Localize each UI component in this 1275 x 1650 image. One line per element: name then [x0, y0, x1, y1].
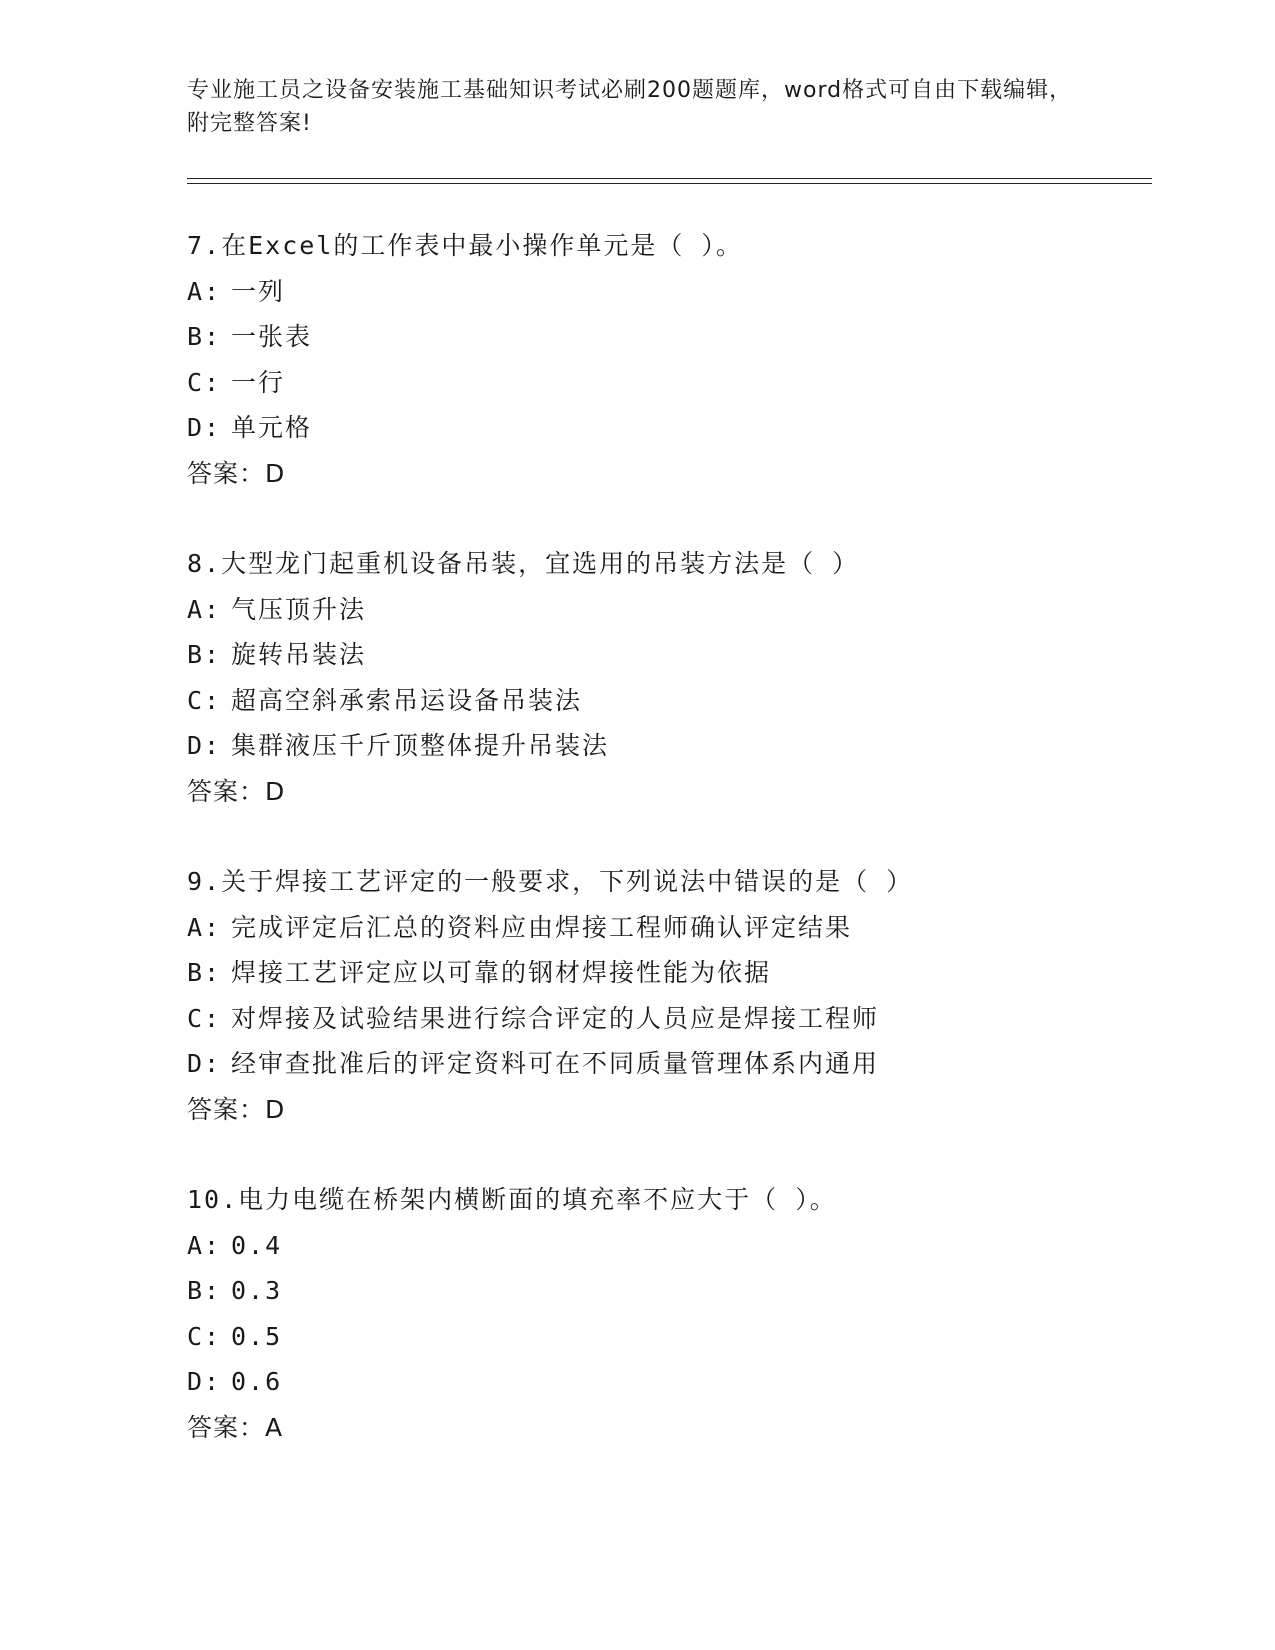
option-text: 0.4 — [231, 1230, 283, 1260]
option-c — [187, 360, 1167, 406]
option-text: 对焊接及试验结果进行综合评定的人员应是焊接工程师 — [231, 1003, 880, 1033]
option-d — [187, 1041, 1167, 1087]
option-c — [187, 678, 1167, 724]
question-text: 10.电力电缆在桥架内横断面的填充率不应大于（ ）。 — [187, 1185, 837, 1214]
option-letter: B: — [187, 1276, 222, 1305]
option-letter: C: — [187, 367, 222, 397]
option-d — [187, 723, 1167, 769]
option-letter: A: — [187, 594, 222, 624]
option-text: 一张表 — [231, 322, 313, 351]
question-text: 9.关于焊接工艺评定的一般要求，下列说法中错误的是（ ） — [187, 867, 914, 896]
option-a — [187, 269, 1167, 315]
option-text: 0.6 — [231, 1367, 283, 1396]
option-letter: A: — [187, 276, 222, 306]
question-10 — [187, 1177, 1167, 1450]
option-text: 单元格 — [231, 413, 313, 442]
option-letter: B: — [187, 322, 222, 351]
header-divider-top — [187, 178, 1152, 179]
header-divider-bottom — [187, 183, 1152, 184]
question-9 — [187, 859, 1167, 1132]
option-text: 0.3 — [231, 1276, 283, 1305]
option-letter: C: — [187, 685, 222, 715]
option-text: 完成评定后汇总的资料应由焊接工程师确认评定结果 — [231, 912, 853, 942]
option-letter: C: — [187, 1321, 222, 1351]
option-b — [187, 950, 1167, 996]
answer: 答案：D — [187, 776, 286, 806]
option-d — [187, 405, 1167, 451]
document-title: 专业施工员之设备安装施工基础知识考试必刷200题题库，word格式可自由下载编辑，附完整答案! — [187, 78, 1073, 136]
option-letter: A: — [187, 1230, 222, 1260]
question-text: 8.大型龙门起重机设备吊装，宜选用的吊装方法是（ ） — [187, 549, 860, 578]
option-letter: C: — [187, 1003, 222, 1033]
option-text: 气压顶升法 — [231, 594, 367, 624]
option-d — [187, 1359, 1167, 1405]
option-text: 一列 — [231, 276, 286, 306]
option-letter: D: — [187, 413, 222, 442]
option-b — [187, 1268, 1167, 1314]
option-text: 经审查批准后的评定资料可在不同质量管理体系内通用 — [231, 1049, 880, 1078]
option-a — [187, 1223, 1167, 1269]
option-a — [187, 905, 1167, 951]
option-c — [187, 996, 1167, 1042]
option-letter: D: — [187, 1367, 222, 1396]
option-letter: A: — [187, 912, 222, 942]
question-7 — [187, 223, 1167, 496]
option-text: 焊接工艺评定应以可靠的钢材焊接性能为依据 — [231, 958, 772, 987]
option-letter: D: — [187, 731, 222, 760]
option-b — [187, 632, 1167, 678]
option-text: 超高空斜承索吊运设备吊装法 — [231, 685, 583, 715]
answer: 答案：D — [187, 1094, 286, 1124]
answer: 答案：D — [187, 458, 286, 488]
option-text: 集群液压千斤顶整体提升吊装法 — [231, 731, 610, 760]
question-text: 7.在Excel的工作表中最小操作单元是（ ）。 — [187, 231, 743, 260]
option-a — [187, 587, 1167, 633]
option-text: 0.5 — [231, 1321, 283, 1351]
option-text: 旋转吊装法 — [231, 640, 367, 669]
option-c — [187, 1314, 1167, 1360]
option-letter: B: — [187, 640, 222, 669]
option-b — [187, 314, 1167, 360]
answer: 答案：A — [187, 1412, 284, 1442]
option-text: 一行 — [231, 367, 286, 397]
option-letter: D: — [187, 1049, 222, 1078]
question-8 — [187, 541, 1167, 814]
option-letter: B: — [187, 958, 222, 987]
